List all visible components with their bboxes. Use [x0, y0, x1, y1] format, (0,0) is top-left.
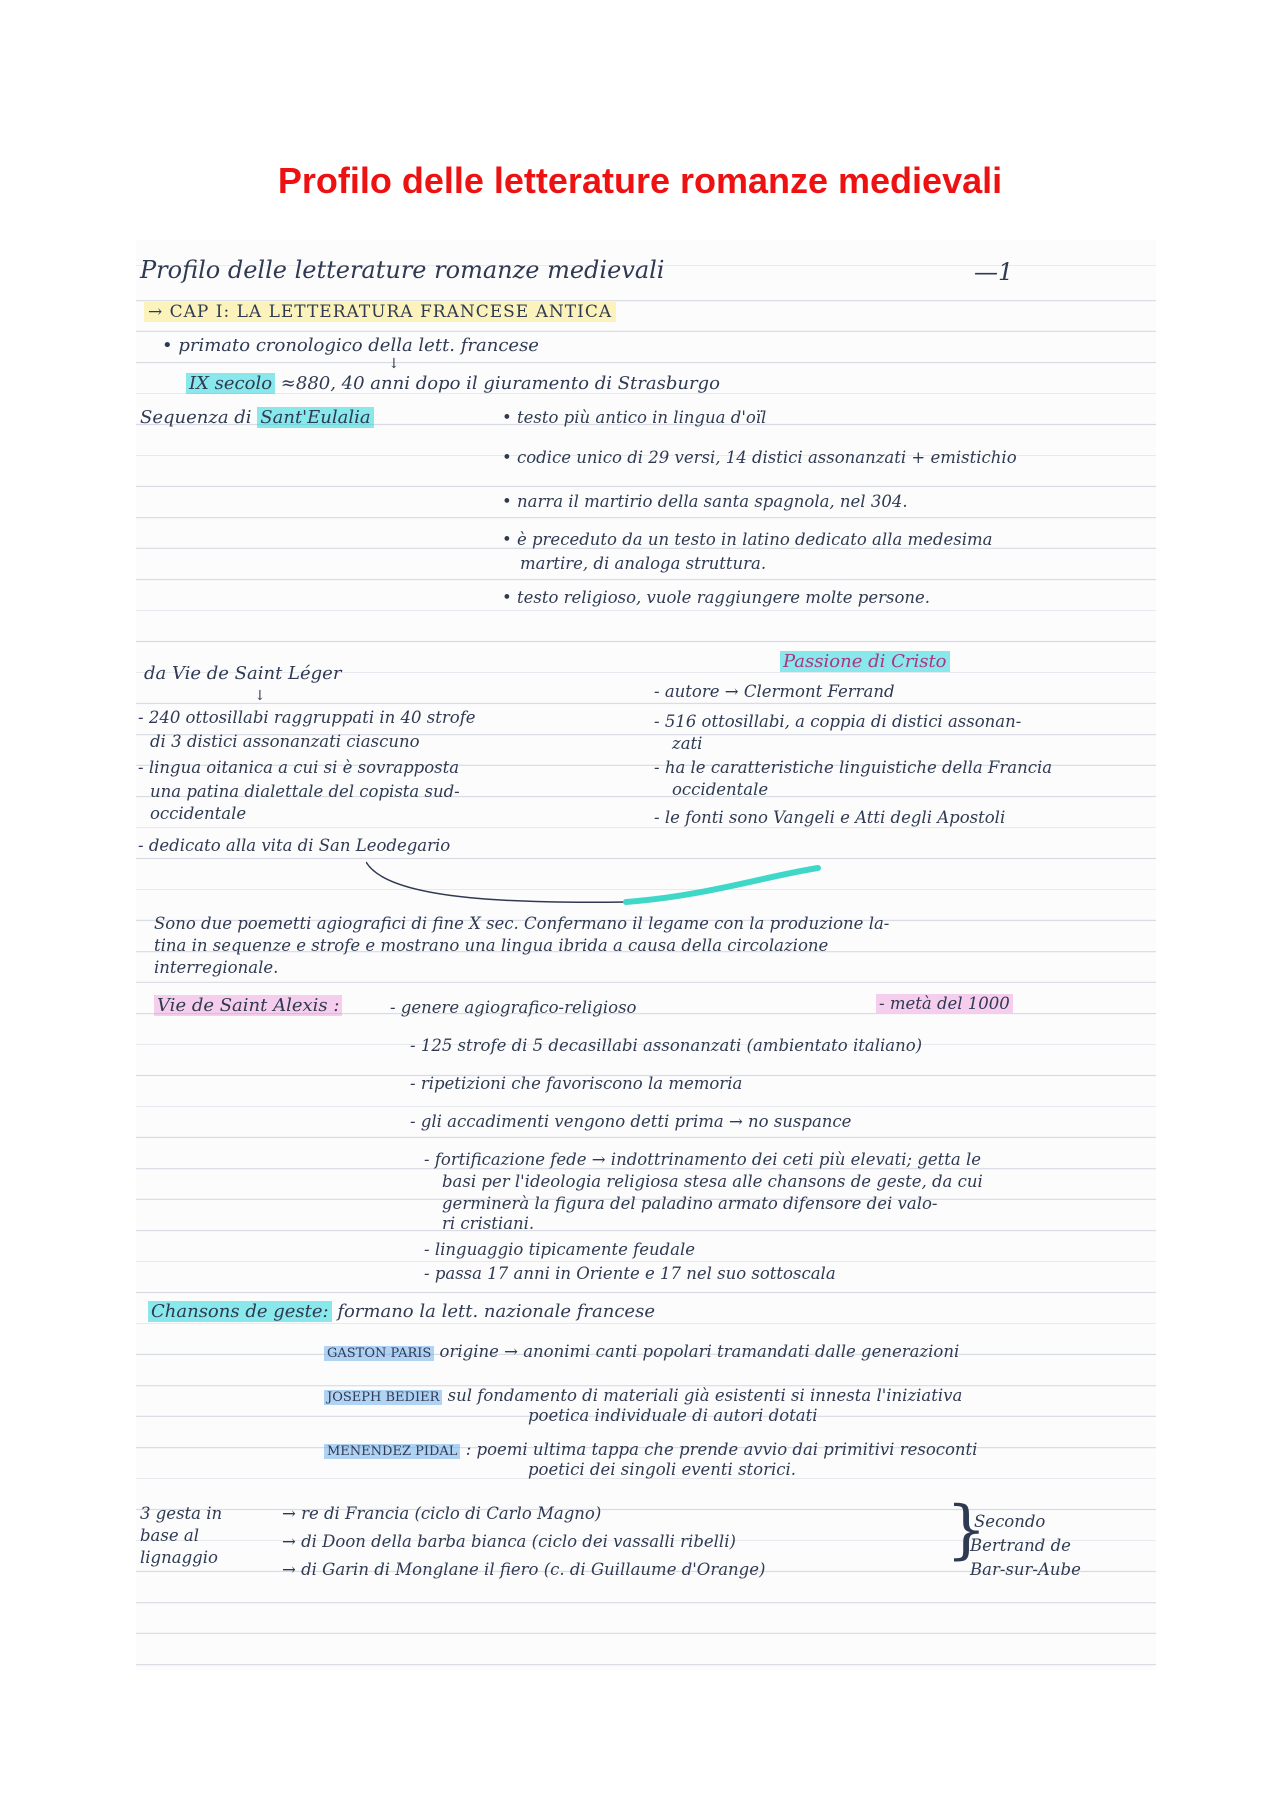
passione-point: - 516 ottosillabi, a coppia di distici assonan- — [654, 712, 1022, 731]
leger-title: da Vie de Saint Léger — [144, 663, 342, 684]
leger-point: una patina dialettale del copista sud- — [150, 782, 460, 801]
theory-text-cont: poetici dei singoli eventi storici. — [528, 1460, 797, 1479]
alexis-point: - 125 strofe di 5 decasillabi assonanzati (ambientato italiano) — [410, 1036, 923, 1055]
gesta-source: Bertrand de — [970, 1536, 1071, 1555]
passione-highlight: Passione di Cristo — [780, 651, 950, 672]
chansons-highlight: Chansons de geste: — [148, 1301, 332, 1322]
leger-point: di 3 distici assonanzati ciascuno — [150, 732, 420, 751]
eulalia-point: • codice unico di 29 versi, 14 distici assonanzati + emistichio — [502, 448, 1017, 467]
gesta-item: → di Garin di Monglane il fiero (c. di Guillaume d'Orange) — [282, 1560, 766, 1579]
gesta-item: → re di Francia (ciclo di Carlo Magno) — [282, 1504, 602, 1523]
eulalia-point: martire, di analoga struttura. — [520, 554, 767, 573]
summary-line: tina in sequenze e strofe e mostrano una lingua ibrida a causa della circolazione — [154, 936, 829, 955]
theory-name-highlight: GASTON PARIS — [324, 1346, 434, 1361]
alexis-label — [154, 994, 342, 1018]
down-arrow-icon: ↓ — [388, 356, 400, 372]
eulalia-point: • narra il martirio della santa spagnola, nel 304. — [502, 492, 908, 511]
alexis-date — [876, 992, 1013, 1016]
passione-point: zati — [672, 734, 703, 753]
gesta-source: Secondo — [974, 1512, 1046, 1531]
passione-point: - le fonti sono Vangeli e Atti degli Apostoli — [654, 808, 1006, 827]
passione-title — [780, 650, 950, 674]
document-title: Profilo delle letterature romanze medievali — [277, 160, 1003, 201]
theory-text: : poemi ultima tappa che prende avvio dai primitivi resoconti — [465, 1440, 978, 1459]
alexis-point: - fortificazione fede → indottrinamento dei ceti più elevati; getta le — [424, 1150, 982, 1169]
summary-line: interregionale. — [154, 958, 279, 977]
date-text: ≈880, 40 anni dopo il giuramento di Strasburgo — [280, 373, 720, 394]
gesta-label: base al — [140, 1526, 199, 1545]
theory-name-highlight: MENENDEZ PIDAL — [324, 1444, 460, 1459]
leger-point: - 240 ottosillabi raggruppati in 40 strofe — [138, 708, 476, 727]
eulalia-point: • testo più antico in lingua d'oïl — [502, 408, 767, 427]
theory-name-highlight: JOSEPH BEDIER — [324, 1390, 442, 1405]
eulalia-point: • è preceduto da un testo in latino dedicato alla medesima — [502, 530, 993, 549]
ix-secolo-highlight: IX secolo — [186, 373, 275, 394]
alexis-point: - gli accadimenti vengono detti prima → no suspance — [410, 1112, 852, 1131]
primato-line: • primato cronologico della lett. francese — [162, 335, 539, 356]
alexis-point: - genere agiografico-religioso — [390, 998, 637, 1017]
leger-point: - dedicato alla vita di San Leodegario — [138, 836, 451, 855]
leger-point: occidentale — [150, 804, 247, 823]
theory-gaston-paris — [324, 1340, 959, 1366]
passione-point: - autore → Clermont Ferrand — [654, 682, 895, 701]
notes-heading: Profilo delle letterature romanze medievali — [140, 256, 665, 284]
sequenza-label — [140, 406, 374, 430]
passione-point: occidentale — [672, 780, 769, 799]
down-arrow-icon: ↓ — [254, 688, 266, 704]
handwritten-notes-page — [136, 240, 1156, 1670]
eulalia-point: • testo religioso, vuole raggiungere molte persone. — [502, 588, 931, 607]
connector-brace — [366, 856, 926, 916]
gesta-item: → di Doon della barba bianca (ciclo dei vassalli ribelli) — [282, 1532, 736, 1551]
alexis-date-highlight: - metà del 1000 — [876, 994, 1013, 1013]
page-number: —1 — [974, 258, 1014, 286]
sant-eulalia-highlight: Sant'Eulalia — [257, 407, 373, 428]
theory-text-cont: poetica individuale di autori dotati — [528, 1406, 818, 1425]
passione-point: - ha le caratteristiche linguistiche della Francia — [654, 758, 1053, 777]
gesta-label: 3 gesta in — [140, 1504, 223, 1523]
chapter-highlight: → CAP I: LA LETTERATURA FRANCESE ANTICA — [144, 302, 616, 322]
alexis-point: ri cristiani. — [442, 1214, 535, 1233]
alexis-point: germinerà la figura del paladino armato difensore dei valo- — [442, 1194, 938, 1213]
sequenza-text: Sequenza di — [140, 407, 252, 428]
alexis-highlight: Vie de Saint Alexis : — [154, 995, 342, 1016]
gesta-label: lignaggio — [140, 1548, 218, 1567]
chansons-line — [148, 1300, 655, 1324]
alexis-point: - linguaggio tipicamente feudale — [424, 1240, 696, 1259]
chansons-text: formano la lett. nazionale francese — [337, 1301, 655, 1322]
date-line — [186, 372, 720, 396]
gesta-source: Bar-sur-Aube — [970, 1560, 1081, 1579]
leger-point: - lingua oitanica a cui si è sovrapposta — [138, 758, 460, 777]
chapter-heading — [144, 300, 616, 324]
alexis-point: - passa 17 anni in Oriente e 17 nel suo sottoscala — [424, 1264, 836, 1283]
summary-line: Sono due poemetti agiografici di fine X sec. Confermano il legame con la produzione la- — [154, 914, 890, 933]
alexis-point: - ripetizioni che favoriscono la memoria — [410, 1074, 743, 1093]
alexis-point: basi per l'ideologia religiosa stesa alle chansons de geste, da cui — [442, 1172, 983, 1191]
theory-text: origine → anonimi canti popolari tramandati dalle generazioni — [439, 1342, 960, 1361]
theory-text: sul fondamento di materiali già esistenti si innesta l'iniziativa — [447, 1386, 963, 1405]
bracket-icon: } — [946, 1493, 987, 1567]
